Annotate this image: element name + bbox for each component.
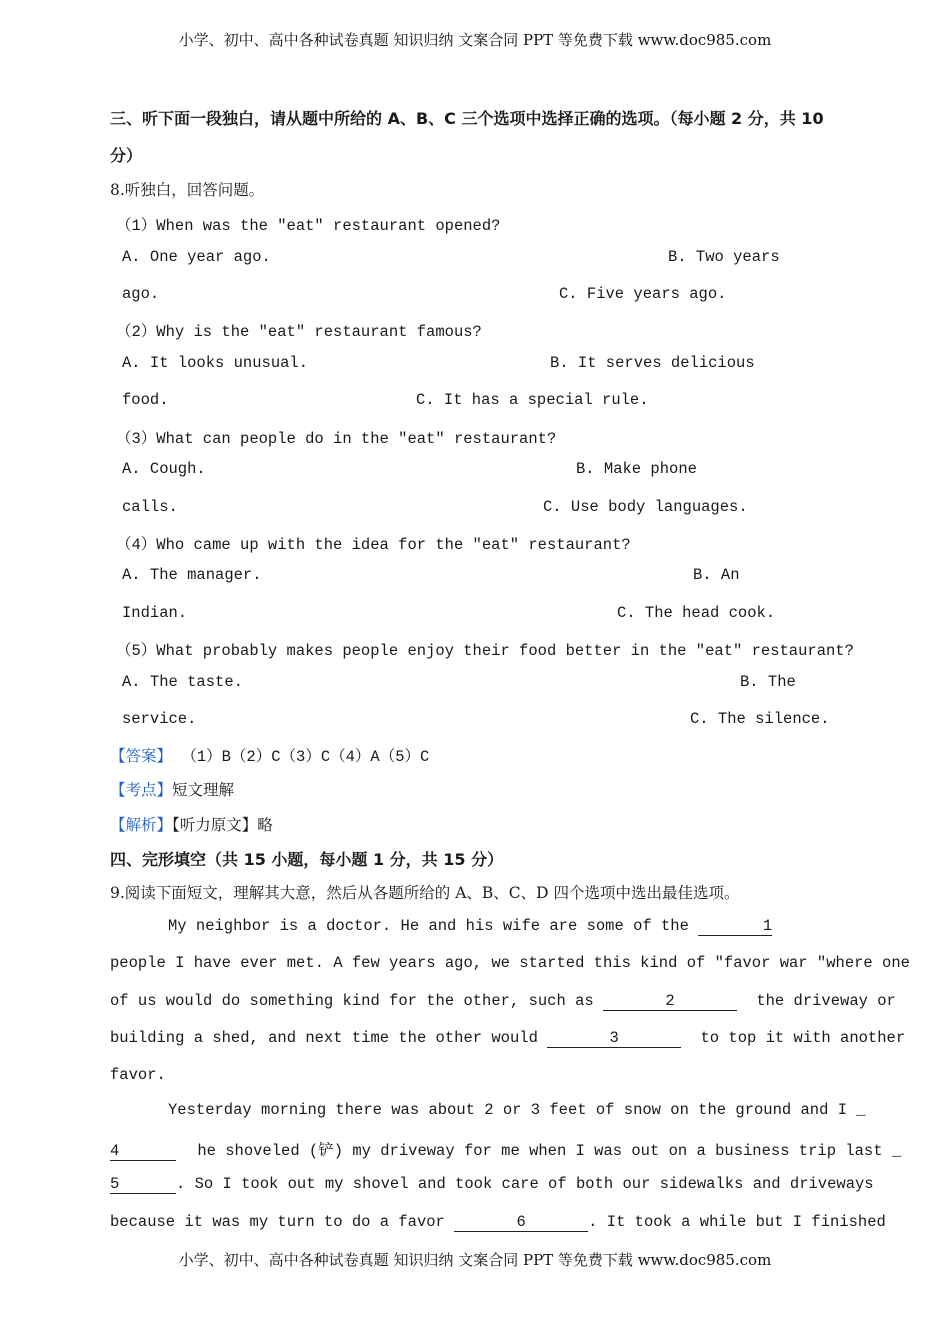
q2-stem: （2）Why is the "eat" restaurant famous? <box>116 323 482 341</box>
point-tag: 【考点】 <box>110 781 173 799</box>
blank-5: 5 <box>110 1175 176 1194</box>
q1-option-a: A. One year ago. <box>122 248 271 266</box>
passage-text: My neighbor is a doctor. He and his wife are some of the <box>168 917 689 935</box>
blank-6: 6 <box>454 1213 588 1232</box>
answer-row <box>110 744 429 766</box>
point-row <box>110 778 234 800</box>
q2-option-a: A. It looks unusual. <box>122 354 309 372</box>
q3-option-a: A. Cough. <box>122 460 206 478</box>
q9-intro: 9.阅读下面短文，理解其大意，然后从各题所给的 A、B、C、D 四个选项中选出最佳选项。 <box>110 884 740 902</box>
q4-stem: （4）Who came up with the idea for the "eat" restaurant? <box>116 536 631 554</box>
q8-intro: 8.听独白，回答问题。 <box>110 181 265 199</box>
section4-title: 四、完形填空（共 15 小题，每小题 1 分，共 15 分） <box>110 850 504 869</box>
passage-line: favor. <box>110 1066 166 1084</box>
answer-text: （1）B（2）C（3）C（4）A（5）C <box>172 748 430 766</box>
q4-option-b-wrap: Indian. <box>122 604 188 622</box>
q4-option-a: A. The manager. <box>122 566 262 584</box>
q1-option-b: B. Two years <box>668 248 780 266</box>
passage-line <box>168 917 772 936</box>
analysis-text: 【听力原文】略 <box>172 816 273 834</box>
passage-text: he shoveled (铲) my driveway for me when I was out on a business trip last _ <box>197 1142 902 1160</box>
passage-text: the driveway or <box>756 992 896 1010</box>
q5-stem: （5）What probably makes people enjoy their food better in the "eat" restaurant? <box>116 642 854 660</box>
blank-3: 3 <box>547 1029 681 1048</box>
section3-title: 三、听下面一段独白，请从题中所给的 A、B、C 三个选项中选择正确的选项。（每小题 2 分，共 10 <box>110 109 824 128</box>
q4-option-c: C. The head cook. <box>617 604 776 622</box>
q2-option-b-wrap: food. <box>122 391 169 409</box>
passage-text: of us would do something kind for the other, such as <box>110 992 594 1010</box>
blank-2: 2 <box>603 992 737 1011</box>
analysis-tag: 【解析】 <box>110 816 173 834</box>
point-text: 短文理解 <box>172 781 235 799</box>
blank-4: 4 <box>110 1142 176 1161</box>
q1-option-c: C. Five years ago. <box>559 285 727 303</box>
passage-line: Yesterday morning there was about 2 or 3 feet of snow on the ground and I _ <box>168 1101 866 1119</box>
passage-text: . It took a while but I finished <box>588 1213 886 1231</box>
passage-line <box>110 1029 905 1048</box>
passage-text: because it was my turn to do a favor <box>110 1213 445 1231</box>
passage-text: building a shed, and next time the other would <box>110 1029 538 1047</box>
q2-option-b: B. It serves delicious <box>550 354 755 372</box>
q1-stem: （1）When was the "eat" restaurant opened? <box>116 217 501 235</box>
page-footer: 小学、初中、高中各种试卷真题 知识归纳 文案合同 PPT 等免费下载 www.doc985.com <box>178 1251 772 1269</box>
passage-line <box>110 1138 901 1161</box>
q5-option-b: B. The <box>740 673 796 691</box>
q3-option-c: C. Use body languages. <box>543 498 748 516</box>
passage-line <box>110 992 896 1011</box>
q3-stem: （3）What can people do in the "eat" restaurant? <box>116 430 557 448</box>
section3-title-wrap: 分） <box>110 146 143 165</box>
q3-option-b: B. Make phone <box>576 460 697 478</box>
q2-option-c: C. It has a special rule. <box>416 391 649 409</box>
passage-line <box>110 1175 874 1194</box>
blank-1: 1 <box>698 917 772 936</box>
q3-option-b-wrap: calls. <box>122 498 178 516</box>
analysis-row <box>110 813 273 835</box>
q5-option-b-wrap: service. <box>122 710 197 728</box>
passage-text: to top it with another <box>700 1029 906 1047</box>
q4-option-b: B. An <box>693 566 740 584</box>
passage-line <box>110 1213 886 1232</box>
passage-text: . So I took out my shovel and took care of both our sidewalks and driveways <box>176 1175 874 1193</box>
q1-option-b-wrap: ago. <box>122 285 160 303</box>
q5-option-c: C. The silence. <box>690 710 830 728</box>
answer-tag: 【答案】 <box>110 747 173 765</box>
page-header: 小学、初中、高中各种试卷真题 知识归纳 文案合同 PPT 等免费下载 www.doc985.com <box>178 31 772 49</box>
q5-option-a: A. The taste. <box>122 673 243 691</box>
passage-line: people I have ever met. A few years ago, we started this kind of "favor war "where one <box>110 954 910 972</box>
